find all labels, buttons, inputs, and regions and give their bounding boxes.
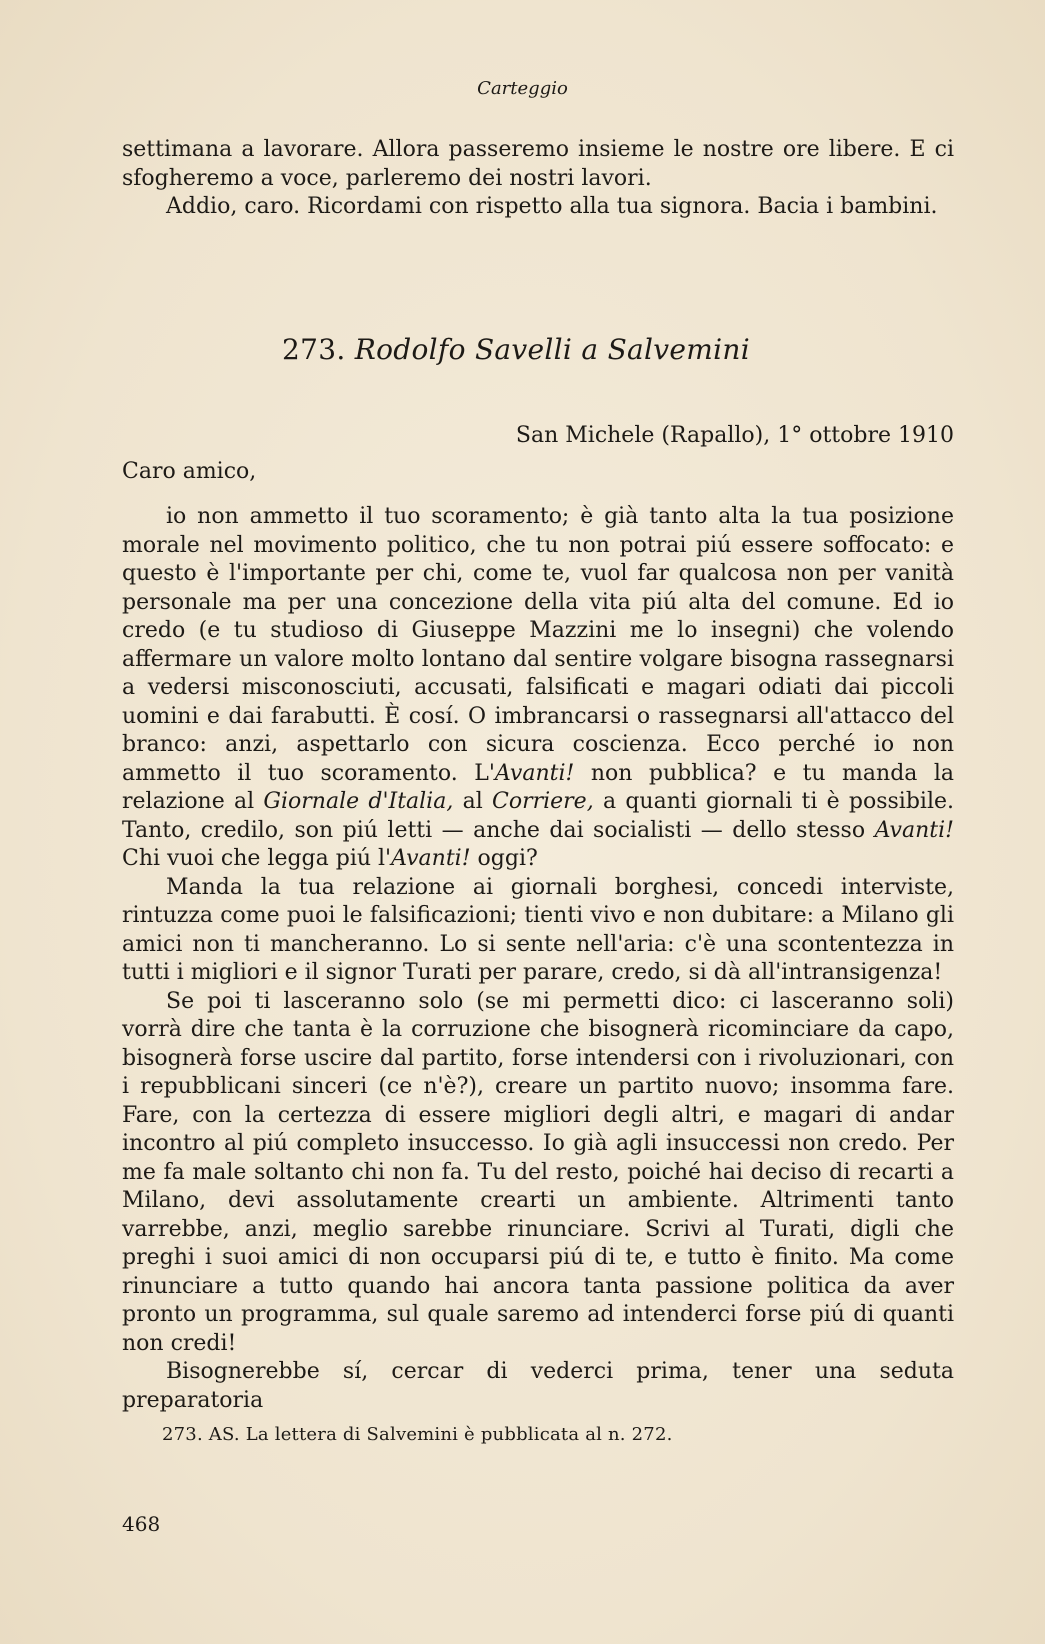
paragraph: Bisognerebbe sí, cercar di vederci prima, tener una seduta preparatoria xyxy=(122,1359,954,1413)
paragraph xyxy=(122,503,954,874)
paragraph: Se poi ti lasceranno solo (se mi permetti dico: ci lasceranno soli) vorrà dire che tanta è la corruzione che bisognerà ricominciare da capo, bisognerà forse uscire dal partito, forse intendersi con i rivoluzionari, con i repubblicani sinceri (ce n'è?), creare un partito nuovo; insomma fare. Fare, con la certezza di essere migliori degli altri, e magari di andar incontro al piú completo insuccesso. Io già agli insuccessi non credo. Per me fa male soltanto chi non fa. Tu del resto, poiché hai deciso di recarti a Milano, devi assolutamente crearti un ambiente. Altrimenti tanto varrebbe, anzi, meglio sarebbe rinunciare. Scrivi al Turati, digli che preghi i suoi amici di non occuparsi piú di te, e tutto è finito. Ma come rinunciare a tutto quando hai ancora tanta passione politica da aver pronto un programma, sul quale saremo ad intenderci forse piú di quanti non credi! xyxy=(122,988,954,1356)
running-head: Carteggio xyxy=(477,78,568,99)
letter-title xyxy=(282,333,802,366)
text-run: non pubblica? e tu manda la relazione al xyxy=(122,760,955,814)
dateline: San Michele (Rapallo), 1° ottobre 1910 xyxy=(515,423,954,448)
newspaper-title: Corriere, xyxy=(492,789,594,814)
paragraph: Manda la tua relazione ai giornali borghesi, concedi interviste, rintuzza come puoi le falsificazioni; tienti vivo e non dubitare: a Milano gli amici non ti mancheranno. Lo si sente nell'aria: c'è una scontentezza in tutti i migliori e il signor Turati per parare, credo, si dà all'intransigenza! xyxy=(122,874,954,985)
text-run: al xyxy=(453,789,492,814)
newspaper-title: Avanti! xyxy=(391,846,471,871)
text-run: io non ammetto il tuo scoramento; è già tanto alta la tua posizione morale nel movimento politico, che tu non potrai piú essere soffocato: e questo è l'importante per chi, come te, vuol far qualcosa non per vanità personale ma per una concezione della vita piú alta del comune. Ed io credo (e tu studioso di Giuseppe Mazzini me lo insegni) che volendo affermare un valore molto lontano dal sentire volgare bisogna rassegnarsi a vedersi misconosciuti, accusati, falsificati e magari odiati dai piccoli uomini e dai farabutti. È cosí. O imbrancarsi o rassegnarsi all'attacco del branco: anzi, aspettarlo con sicura coscienza. Ecco perché io non ammetto il tuo scoramento. xyxy=(122,504,954,786)
newspaper-title: Giornale d'Italia, xyxy=(263,789,454,814)
page-number: 468 xyxy=(122,1512,161,1536)
newspaper-title: Avanti! xyxy=(494,760,575,786)
letter-title-text: Rodolfo Savelli a Salvemini xyxy=(354,333,750,366)
letter-number: 273. xyxy=(282,333,346,366)
paragraph: settimana a lavorare. Allora passeremo insieme le nostre ore libere. E ci sfogheremo a voce, parleremo dei nostri lavori. xyxy=(122,137,954,191)
salutation: Caro amico, xyxy=(122,459,257,484)
newspaper-title: Avanti! xyxy=(874,817,954,843)
text-run: Chi vuoi che legga piú l' xyxy=(122,846,392,871)
text-run: oggi? xyxy=(470,846,538,871)
paragraph: Addio, caro. Ricordami con rispetto alla tua signora. Bacia i bambini. xyxy=(166,194,938,219)
footnote: 273. AS. La lettera di Salvemini è pubblicata al n. 272. xyxy=(162,1424,673,1445)
text-run: L' xyxy=(474,760,495,786)
letter-body xyxy=(122,503,954,1415)
previous-letter-ending xyxy=(122,136,954,222)
text-run: a quanti giornali ti è possibile. Tanto, credilo, son piú letti — anche dai socialisti — dello stesso xyxy=(122,789,954,843)
